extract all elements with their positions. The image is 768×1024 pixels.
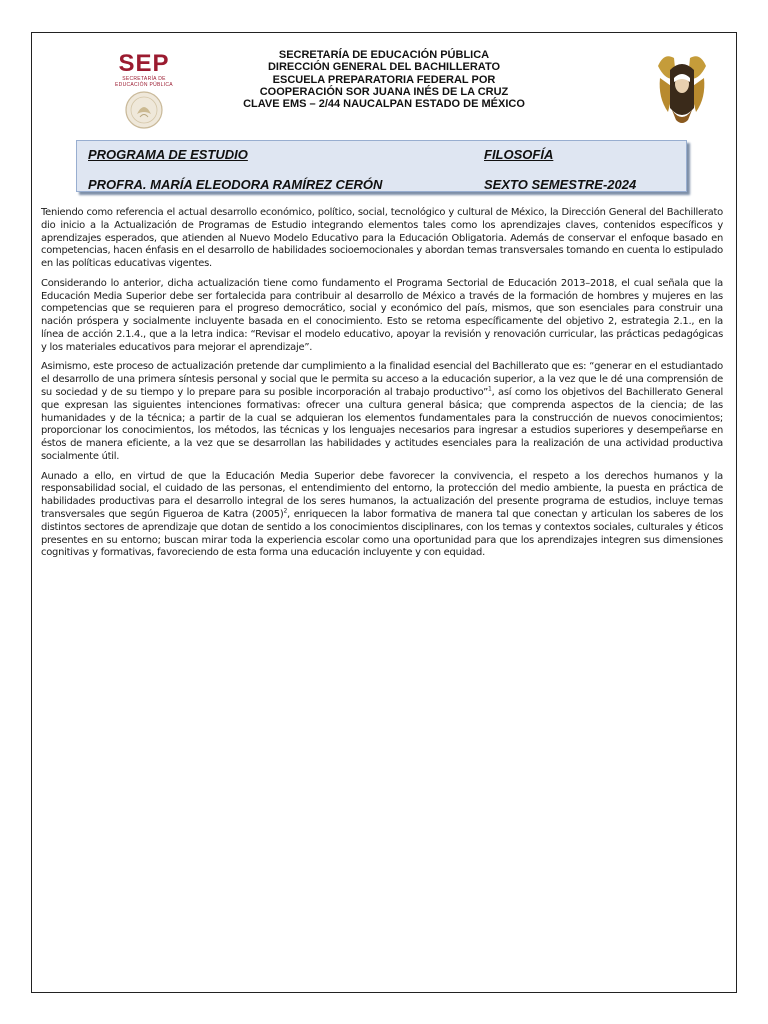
footnote-ref-2: 2 xyxy=(283,507,288,515)
teacher-name: PROFRA. MARÍA ELEODORA RAMÍREZ CERÓN xyxy=(88,177,383,192)
paragraph-4-part-2: , enriquecen la labor formativa de manera tal que conectan y articulan los saberes de los distintos sectores de aprendizaje que dotan de sentido a los conocimientos disciplinares, con los temas y contextos sociales, culturales y éticos presentes en su entorno; buscan mirar toda la experiencia escolar como una oportunidad para que los aprendizajes integren sus dimensiones cognitivas y formativas, favoreciendo de esta forma una educación incluyente y con equidad. xyxy=(41,508,723,559)
paragraph-4-part-1: Aunado a ello, en virtud de que la Educación Media Superior debe favorecer la convivencia, el respeto a los derechos humanos y la responsabilidad social, el cuidado de las personas, el entendimiento del entorno, la protección del medio ambiente, la puesta en práctica de habilidades productivas para el desarrollo integral de los seres humanos, la actualización del presente programa de estudios, incluye temas transversales que según Figueroa de Katra (2005) xyxy=(41,470,723,520)
header-line-2: DIRECCIÓN GENERAL DEL BACHILLERATO xyxy=(267,61,501,74)
paragraph-4 xyxy=(41,471,723,561)
paragraph-3-part-1: Asimismo, este proceso de actualización pretende dar cumplimiento a la finalidad esencial del Bachillerato que es: “generar en el estudiantado el desarrollo de una primera síntesis personal y social que le permita su acceso a la educación superior, a la vez que le dé una comprensión de su sociedad y de su tiempo y lo prepare para su posible incorporación al trabajo productivo” xyxy=(41,361,723,398)
paragraph-1: Teniendo como referencia el actual desarrollo económico, político, social, tecnológico y cultural de México, la Dirección General del Bachillerato dio inicio a la Actualización de Programas de Estudio integrando elementos tales como los aprendizajes claves, contenidos específicos y aprendizajes esperados, que atienden al Nuevo Modelo Educativo para la Educación Obligatoria. Además de conservar el enfoque basado en competencias, hacen énfasis en el desarrollo de habilidades socioemocionales y abordan temas transversales tomando en cuenta lo estipulado en las políticas educativas vigentes. xyxy=(41,207,723,270)
body-text xyxy=(41,207,723,567)
paragraph-3-part-2: , así como los objetivos del Bachillerato General que expresan las siguientes intenciones formativas: ofrecer una cultura general básica; que comprenda aspectos de la ciencia; de las humanidades y de la técnica; a partir de la cual se adquieran los elementos fundamentales para la construcción de nuevos conocimientos; proporcionar los conocimientos, los métodos, las técnicas y los lenguajes necesarios para ingresar a estudios superiores y desempeñarse en éstos de manera eficiente, a la vez que se desarrollan las habilidades y actitudes esenciales para la realización de una actividad productiva socialmente útil. xyxy=(41,386,723,462)
header-line-1: SECRETARÍA DE EDUCACIÓN PÚBLICA xyxy=(278,49,490,61)
program-header-box xyxy=(76,140,687,192)
semester-label: SEXTO SEMESTRE-2024 xyxy=(484,177,637,192)
header-line-5: CLAVE EMS – 2/44 NAUCALPAN ESTADO DE MÉXICO xyxy=(243,98,525,111)
paragraph-2: Considerando lo anterior, dicha actualización tiene como fundamento el Programa Sectorial de Educación 2013–2018, el cual señala que la Educación Media Superior debe ser fortalecida para contribuir al desarrollo de México a través de la formación de hombres y mujeres en las competencias que se requieren para el progreso democrático, social y económico del país, mismos, que son esenciales para construir una nación próspera y socialmente incluyente basada en el conocimiento. Esto se retoma específicamente del objetivo 2, estrategia 2.1., en la línea de acción 2.1.4., que a la letra indica: “Revisar el modelo educativo, apoyar la revisión y renovación curricular, las prácticas pedagógicas y los materiales educativos para mejorar el aprendizaje”. xyxy=(41,277,723,353)
subject-label: FILOSOFÍA xyxy=(484,147,554,162)
institution-header xyxy=(200,49,568,110)
unam-crest-icon xyxy=(654,48,710,128)
header-line-3: ESCUELA PREPARATORIA FEDERAL POR xyxy=(272,73,496,86)
sep-logo-subtitle: SECRETARÍA DE EDUCACIÓN PÚBLICA xyxy=(115,76,173,88)
mexico-seal-icon xyxy=(124,90,164,130)
sep-logo-word: SEP xyxy=(118,50,170,77)
footnote-ref-1: 1 xyxy=(487,385,492,393)
header-line-4: COOPERACIÓN SOR JUANA INÉS DE LA CRUZ xyxy=(259,85,509,98)
sep-logo xyxy=(108,52,180,130)
paragraph-3 xyxy=(41,361,723,463)
program-label: PROGRAMA DE ESTUDIO xyxy=(88,147,248,162)
